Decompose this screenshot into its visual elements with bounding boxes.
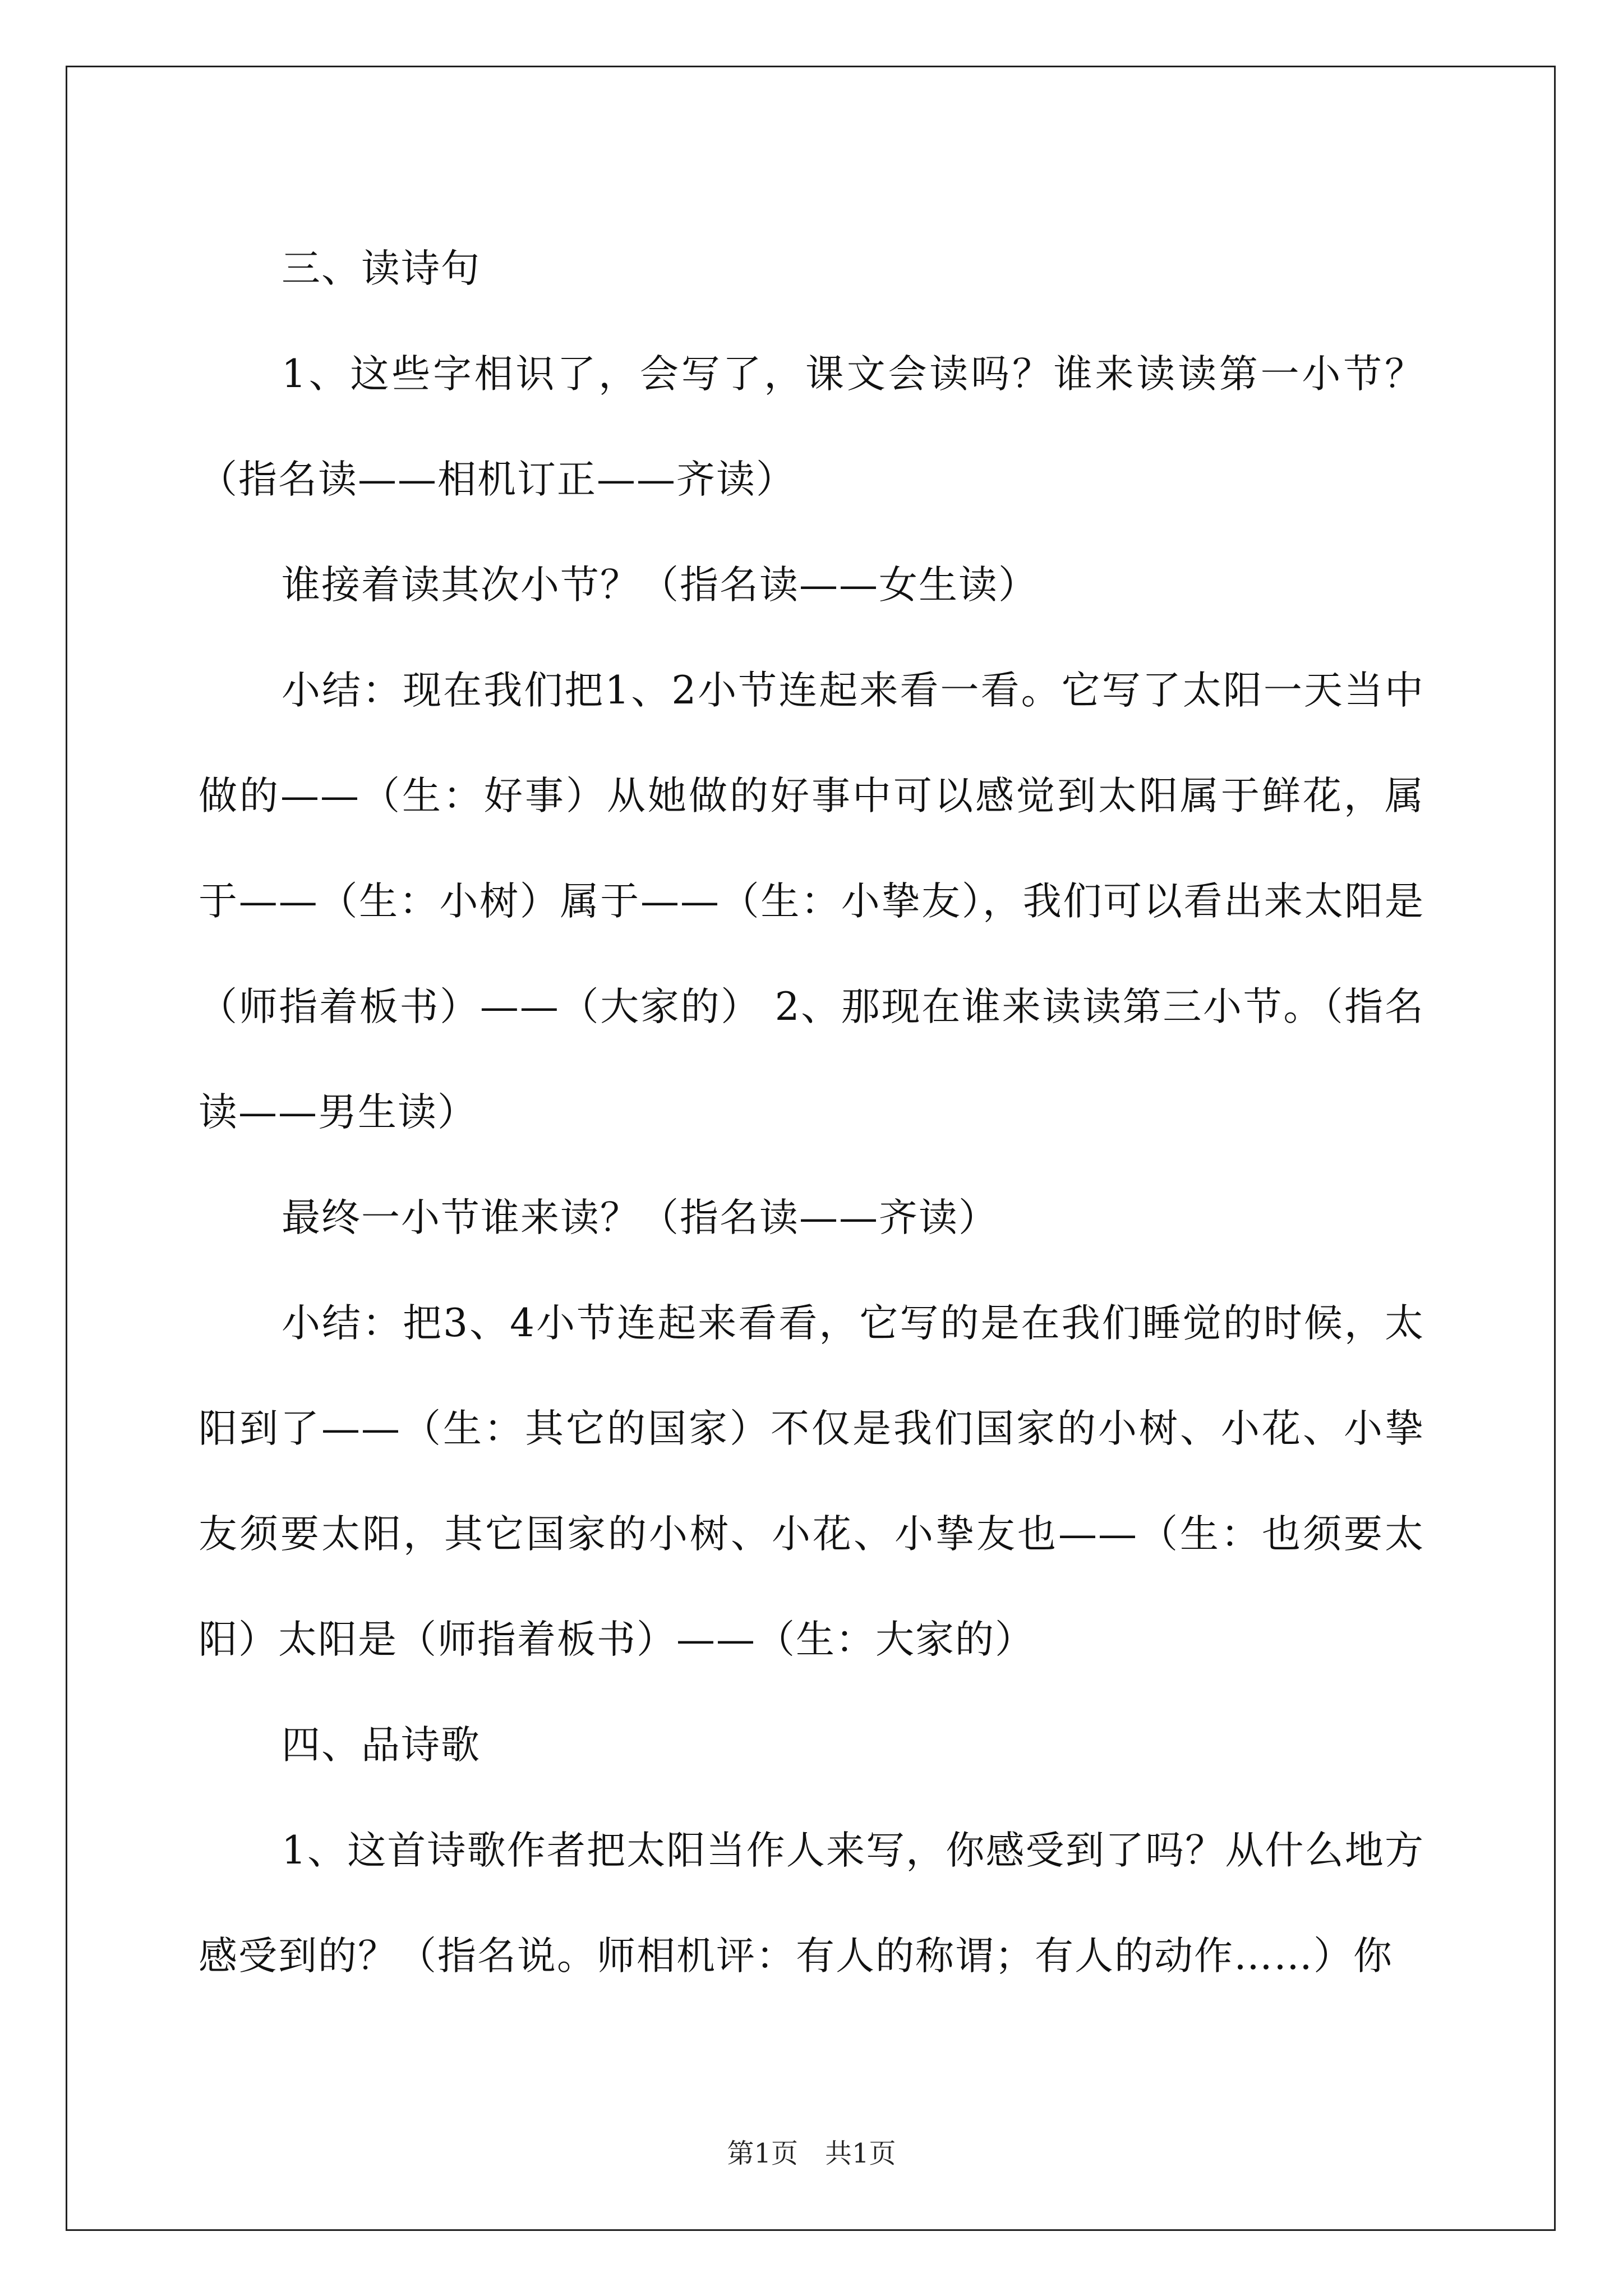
section-heading-3: 三、读诗句 bbox=[282, 246, 481, 291]
section-heading-4: 四、品诗歌 bbox=[282, 1723, 481, 1768]
paragraph-summary-1: 小结：现在我们把1、2小节连起来看一看。它写了太阳一天当中做的——（生：好事）从她做的好事中可以感觉到太阳属于鲜花，属于——（生：小树）属于——（生：小挚友），我们可以看出来太阳是（师指着板书）——（大家的） 2、那现在谁来读读第三小节。（指名读——男生读） bbox=[199, 668, 1424, 1135]
paragraph-read-second-stanza: 谁接着读其次小节？（指名读——女生读） bbox=[282, 563, 1038, 608]
paragraph-read-last-stanza: 最终一小节谁来读？（指名读——齐读） bbox=[282, 1195, 998, 1240]
paragraph-summary-2: 小结：把3、4小节连起来看看，它写的是在我们睡觉的时候，太阳到了——（生：其它的国家）不仅是我们国家的小树、小花、小挚友须要太阳，其它国家的小树、小花、小挚友也——（生：也须要太阳）太阳是（师指着板书）——（生：大家的） bbox=[199, 1301, 1424, 1662]
page-footer: 第1页 共1页 bbox=[727, 2138, 896, 2169]
paragraph-appreciate-poem: 1、这首诗歌作者把太阳当作人来写，你感受到了吗？从什么地方感受到的？（指名说。师相机评：有人的称谓；有人的动作……）你 bbox=[199, 1828, 1424, 1978]
document-body bbox=[199, 216, 1424, 2009]
paragraph-read-first-stanza: 1、这些字相识了，会写了，课文会读吗？谁来读读第一小节？（指名读——相机订正——齐读） bbox=[199, 352, 1424, 502]
